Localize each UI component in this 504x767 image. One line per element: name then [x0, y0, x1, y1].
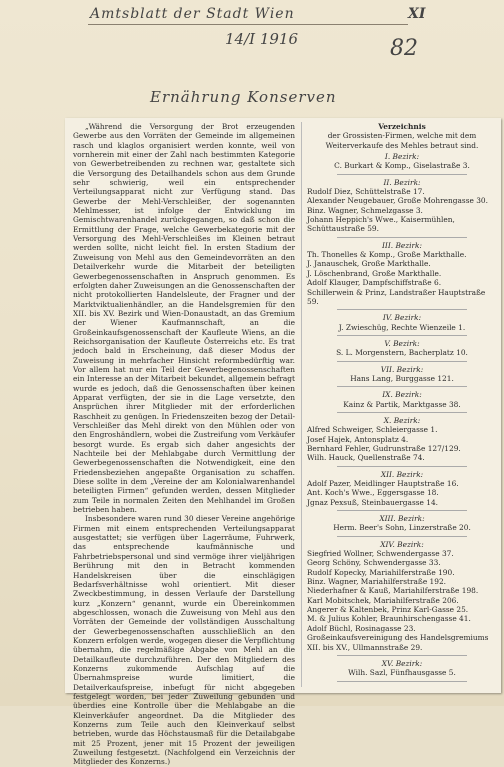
directory-subtitle: der Grossisten-Firmen, welche mit dem Weiterverkaufe des Mehles betraut sind. [325, 131, 479, 150]
firm-entry: Angerer & Kaltenbek, Prinz Karl-Gasse 25. [307, 605, 469, 615]
district-list [307, 152, 497, 682]
district-separator [337, 174, 467, 175]
handwritten-title: Ernährung Konserven [150, 88, 337, 106]
directory-title: Verzeichnis [378, 122, 426, 131]
firm-entry: Siegfried Wollner, Schwendergasse 37. [307, 549, 454, 559]
firm-entry: Herm. Beer's Sohn, Linzerstraße 20. [333, 523, 471, 533]
district-label: I. Bezirk: [384, 152, 420, 162]
firm-directory [307, 122, 497, 685]
handwritten-header: Amtsblatt der Stadt Wien [90, 6, 295, 22]
header-underline [88, 24, 408, 25]
firm-entry: Adolf Büchl, Rosinagasse 23. [307, 623, 416, 633]
district-label: III. Bezirk: [381, 240, 423, 250]
article-paragraph: „Während die Versorgung der Brot erzeugenden Gewerbe aus den Vorräten der Gemeinde im allgemeinen rasch und klaglos organisiert werden konnte, weil von vornherein mit einer der Zahl nach bestimmten Kategorie von Gewerbetreibenden zu rechnen war, gestaltete sich die Versorgung des Detailhandels schon aus dem Grunde sehr schwierig, weil ein entsprechender Verteilungsapparat nicht zur Verfügung stand. Das Gewerbe der Mehl-Verschleißer, der sogenannten Mehlmesser, ist infolge der Entwicklung im Gemischtwarenhandel zurückgegangen, so daß schon die Ermittlung der Frage, welche Gewerbekategorie mit der Versorgung des Mehl-Verschleißes im Kleinen betraut werden sollte, nicht leicht fiel. In ersten Stadium der Zuweisung von Mehl aus den Gemeindevorräten an den Detailverkehr wurde die Mitarbeit der beteiligten Gewerbegenossenschaften in Anspruch genommen. Es erfolgten daher Zuweisungen an die Genossenschaften der nicht protokollierten Handelsleute, der Fragner und der Marktviktualienhändler, an die Handelsgremien für den XII. bis XV. Bezirk und Wien-Donaustadt, an das Gremium der Wiener Kaufmannschaft, an die Großeinkaufsgenossenschaft der Kaufleute Wiens, an die Reichsorganisation der Kaufleute Österreichs etc. Es trat jedoch bald in Erscheinung, daß dieser Modus der Zuweisung in mehrfacher Hinsicht reformbedürftig war. Vor allem hat nur ein Teil der Gewerbegenossenschaften ein Interesse an der Mitarbeit bekundet, allgemein befragt wurde es jedoch, daß die Genossenschaften über keinen Apparat verfügten, der sie in die Lage versetzte, den Ansprüchen ihrer Mitglieder mit der erforderlichen Raschheit zu genügen. In Friedenszeiten bezog der Detail-Verschleißer das Mehl direkt von den Mühlen oder von den Engroshändlern, wobei die Zustreifung vom Verkäufer besorgt wurde. Es ergab sich daher angesichts der Nachteile bei der Mehlabgabe durch Vermittlung der Gewerbegenossenschaften die Notwendigkeit, eine den Friedensbeziehen angepaßte Organisation zu schaffen. Diese sollte in dem „Vereine der am Kolonialwarenhandel beteiligten Firmen“ gefunden werden, dessen Mitglieder zum Teile in normalen Zeiten den Mehlhandel im Großen betrieben haben. [73, 122, 295, 515]
firm-entry: Jgnaz Pexsuß, Steinbauergasse 14. [307, 497, 439, 507]
district-separator [337, 309, 467, 310]
district-label: XIV. Bezirk: [380, 539, 424, 549]
firm-entry: Niederhafner & Kauß, Mariahilferstraße 198. [307, 586, 479, 596]
district-separator [337, 681, 467, 682]
district-label: XIII. Bezirk: [379, 514, 425, 524]
firm-entry: Th. Thonelles & Komp., Große Markthalle. [307, 250, 467, 260]
firm-entry: C. Burkart & Komp., Giselastraße 3. [334, 161, 470, 171]
firm-entry: Alexander Neugebauer, Große Mohrengasse 30. [307, 196, 488, 206]
district-label: XV. Bezirk: [381, 658, 423, 668]
district-separator [337, 361, 467, 362]
firm-entry: J. Janauschek, Große Markthalle. [307, 259, 431, 269]
firm-entry: Großeinkaufsvereinigung des Handelsgremiums XII. bis XV., Ullmannstraße 29. [307, 633, 489, 652]
firm-entry: J. Löschenbrand, Große Markthalle. [307, 268, 442, 278]
firm-entry: J. Zwieschüg, Rechte Wienzeile 1. [338, 322, 466, 332]
firm-entry: Adolf Pazer, Meidlinger Hauptstraße 16. [307, 479, 459, 488]
district-separator [337, 655, 467, 656]
district-label: VII. Bezirk: [380, 364, 424, 374]
firm-entry: Kainz & Partik, Marktgasse 38. [343, 399, 461, 409]
district-separator [337, 412, 467, 413]
firm-entry: Hans Lang, Burggasse 121. [350, 373, 454, 383]
firm-entry: M. & Julius Kohler, Braunhirschengasse 41. [307, 614, 471, 624]
district-label: X. Bezirk: [383, 415, 421, 425]
firm-entry: Wilh. Sazl, Fünfhausgasse 5. [348, 668, 456, 678]
district-separator [337, 536, 467, 537]
firm-entry: Schillerwein & Prinz, Landstraßer Hauptstraße 59. [307, 287, 486, 306]
firm-entry: S. L. Morgenstern, Bacherplatz 10. [336, 348, 468, 358]
firm-entry: Karl Mobitschek, Mariahilferstraße 206. [307, 595, 459, 605]
district-separator [337, 466, 467, 467]
firm-entry: Georg Schöny, Schwendergasse 33. [307, 558, 441, 568]
article-text [73, 122, 295, 767]
firm-entry: Josef Hajek, Antonsplatz 4. [307, 434, 409, 444]
district-label: IX. Bezirk: [382, 390, 422, 400]
firm-entry: Rudolf Diez, Schüttelstraße 17. [307, 187, 425, 197]
district-label: XII. Bezirk: [380, 469, 424, 479]
firm-entry: Alfred Schweiger, Schleiergasse 1. [307, 425, 438, 435]
district-label: V. Bezirk: [384, 338, 420, 348]
firm-entry: Rudolf Kopecky, Mariahilferstraße 190. [307, 567, 455, 577]
district-separator [337, 335, 467, 336]
firm-entry: Wilh. Hauck, Quellenstraße 74. [307, 453, 425, 463]
district-label: II. Bezirk: [383, 177, 421, 187]
district-separator [337, 386, 467, 387]
district-label: IV. Bezirk: [382, 313, 422, 323]
article-paragraph: Insbesondere waren rund 30 dieser Vereine angehörige Firmen mit einem entsprechenden Verteilungsapparat ausgestattet; sie verfügen über Lagerräume, Fuhrwerk, das entsprechende kaufmännische und Fahrbetriebspersonal und sind vermöge ihrer vieljährigen Berührung mit den in Betracht kommenden Handelskreisen über die einschlägigen Bedarfsverhältnisse wohl orientiert. Mit dieser Zweckbestimmung, in dessen Verlaufe der Darstellung kurz „Konzern“ genannt, wurde ein Übereinkommen abgeschlossen, wonach die Zuweisung von Mehl aus den Vorräten der Gemeinde der vollständigen Ausschaltung der Gewerbegenossenschaften ausschließlich an den Konzern erfolgen werde, wogegen dieser die Verpflichtung übernahm, die regelmäßige Abgabe von Mehl an die Detailkaufleute durchzuführen. Der den Mitgliedern des Konzerns zukommende Aufschlag auf die Übernahmspreise wurde limitiert, die Detailverkaufspreise, inbefugt für nicht abgegeben festgelegt worden, bei jeder Zuweilung gebunden und überdies eine Kontrolle über die Mehlabgabe an die Kleinverkäufer angeordnet. Da die Mitglieder des Konzerns zum Teile auch den Kleinverkauf selbst betrieben, wurde das Höchstausmaß für die Detailabgabe mit 25 Prozent, jener mit 15 Prozent der jeweiligen Zuweilung festgesetzt. (Nachfolgend ein Verzeichnis der Mitglieder des Konzerns.) [73, 514, 295, 767]
district-separator [337, 510, 467, 511]
handwritten-number: XI [408, 6, 426, 22]
firm-entry: Bernhard Fehler, Gudrunstraße 127/129. [307, 443, 461, 453]
handwritten-date: 14/I 1916 [225, 30, 299, 48]
firm-entry: Johann Heppich's Wwe., Kaisermühlen, Schüttaustraße 59. [307, 215, 455, 234]
firm-entry: Adolf Klauger, Dampfschiffstraße 6. [307, 278, 442, 288]
district-separator [337, 237, 467, 238]
firm-entry: Binz. Wagner, Mariahilferstraße 192. [307, 577, 447, 587]
newspaper-clipping [65, 118, 501, 767]
firm-entry: Ant. Koch's Wwe., Eggersgasse 18. [307, 488, 439, 498]
handwritten-page-mark: 82 [390, 36, 418, 61]
firm-entry: Binz. Wagner, Schmelzgasse 3. [307, 205, 423, 215]
column-divider [301, 122, 302, 687]
